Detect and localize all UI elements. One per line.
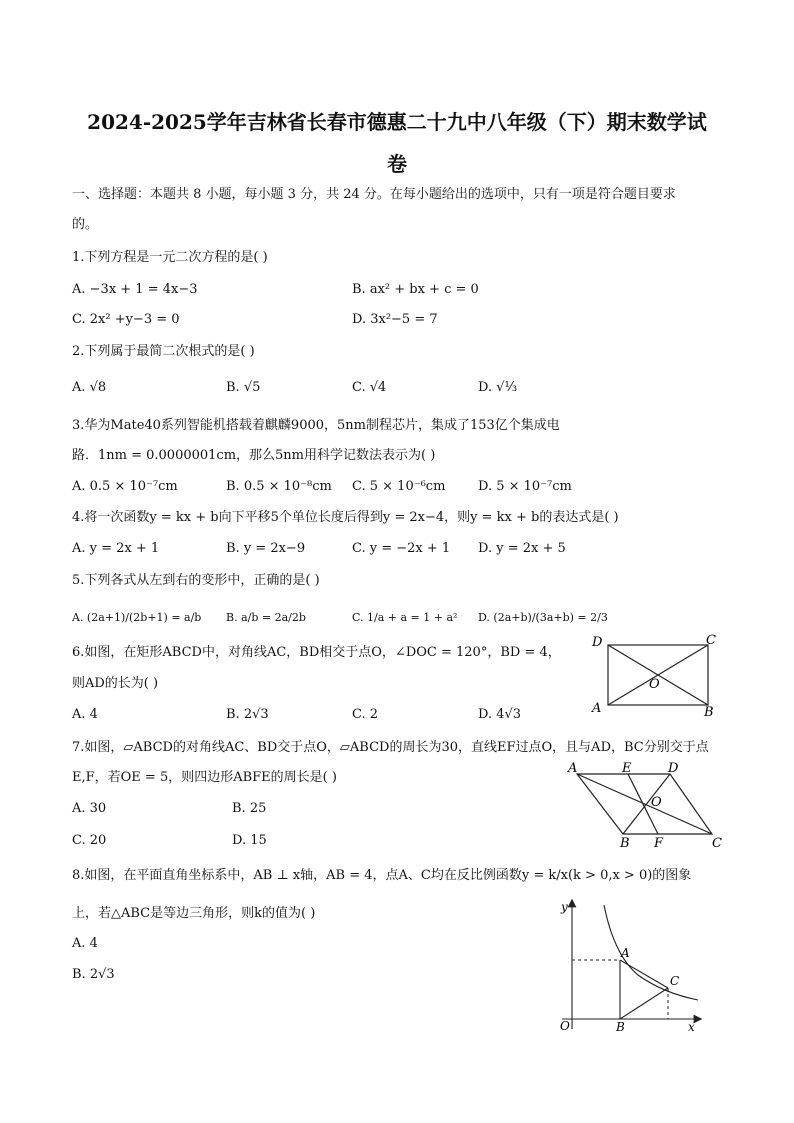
q6-option-a: A. 4: [72, 707, 98, 722]
label-x: x: [688, 1020, 695, 1034]
q5-option-a: A. (2a+1)/(2b+1) = a/b: [72, 611, 202, 624]
q1-option-b: B. ax² + bx + c = 0: [352, 282, 479, 297]
q3-stem-line1: 3.华为Mate40系列智能机搭载着麒麟9000，5nm制程芯片，集成了153亿个集成电: [72, 418, 560, 433]
q4-stem: 4.将一次函数y = kx + b向下平移5个单位长度后得到y = 2x−4，则y = kx + b的表达式是( ): [72, 510, 619, 525]
q7-stem-line1: 7.如图，▱ABCD的对角线AC、BD交于点O，▱ABCD的周长为30，直线EF过点O，且与AD，BC分别交于点: [72, 740, 709, 755]
q6-stem-line1: 6.如图，在矩形ABCD中，对角线AC，BD相交于点O，∠DOC = 120°，BD = 4，: [72, 645, 561, 660]
label-a: A: [592, 701, 602, 716]
q5-stem: 5.下列各式从左到右的变形中，正确的是( ): [72, 573, 320, 588]
diagonal-ac: [577, 774, 712, 834]
q3-option-c: C. 5 × 10⁻⁶cm: [352, 479, 446, 494]
label-e: E: [622, 761, 632, 776]
page-title-continued: 卷: [387, 152, 407, 176]
q4-option-a: A. y = 2x + 1: [72, 541, 160, 556]
label-b: B: [620, 836, 630, 850]
q6-option-b: B. 2√3: [226, 707, 269, 722]
q2-option-a: A. √8: [72, 380, 107, 395]
q2-option-b: B. √5: [226, 380, 261, 395]
q2-stem: 2.下列属于最简二次根式的是( ): [72, 344, 255, 359]
label-d: D: [592, 635, 603, 650]
q3-option-d: D. 5 × 10⁻⁷cm: [478, 479, 572, 494]
q6-stem-line2: 则AD的长为( ): [72, 676, 159, 691]
diagonal-bd: [623, 774, 670, 834]
q8-coordinate-figure: [548, 895, 708, 1035]
page-title: 2024-2025学年吉林省长春市德惠二十九中八年级（下）期末数学试: [87, 110, 707, 134]
q7-option-c: C. 20: [72, 833, 107, 848]
segment-bc: [620, 988, 668, 1019]
q6-option-d: D. 4√3: [478, 707, 522, 722]
q4-option-c: C. y = −2x + 1: [352, 541, 451, 556]
q8-stem-line2: 上，若△ABC是等边三角形，则k的值为( ): [72, 906, 316, 921]
q1-option-a: A. −3x + 1 = 4x−3: [72, 282, 198, 297]
q3-option-a: A. 0.5 × 10⁻⁷cm: [72, 479, 178, 494]
hyperbola-curve: [604, 905, 698, 1000]
q4-option-d: D. y = 2x + 5: [478, 541, 566, 556]
q7-option-a: A. 30: [72, 801, 107, 816]
q6-option-c: C. 2: [352, 707, 379, 722]
q7-option-d: D. 15: [232, 833, 267, 848]
q6-rectangle-figure: [588, 630, 723, 720]
q5-option-b: B. a/b = 2a/2b: [226, 611, 306, 624]
q5-option-c: C. 1/a + a = 1 + a²: [352, 611, 458, 624]
label-d: D: [668, 761, 679, 776]
q7-option-b: B. 25: [232, 801, 267, 816]
q2-option-c: C. √4: [352, 380, 387, 395]
q1-stem: 1.下列方程是一元二次方程的是( ): [72, 250, 268, 265]
label-b: B: [704, 705, 714, 720]
label-origin: O: [560, 1019, 570, 1033]
label-f: F: [654, 836, 664, 850]
q1-option-d: D. 3x²−5 = 7: [352, 312, 438, 327]
label-o: O: [651, 795, 662, 810]
q7-stem-line2: E,F，若OE = 5，则四边形ABFE的周长是( ): [72, 770, 337, 785]
q3-option-b: B. 0.5 × 10⁻⁸cm: [226, 479, 332, 494]
q8-option-a: A. 4: [72, 936, 98, 951]
label-c: C: [670, 974, 680, 988]
label-c: C: [712, 836, 722, 850]
label-a: A: [568, 761, 578, 776]
q5-option-d: D. (2a+b)/(3a+b) = 2/3: [478, 611, 608, 624]
segment-ac: [620, 960, 668, 988]
label-o: O: [649, 677, 660, 692]
q7-parallelogram-figure: [562, 758, 732, 850]
q1-option-c: C. 2x² +y−3 = 0: [72, 312, 180, 327]
q8-stem-line1: 8.如图，在平面直角坐标系中，AB ⊥ x轴，AB = 4，点A、C均在反比例函数y = k/x(k > 0,x > 0)的图象: [72, 868, 692, 883]
section-header-continued: 的。: [72, 217, 99, 232]
label-b: B: [616, 1020, 625, 1034]
section-header: 一、选择题：本题共 8 小题，每小题 3 分，共 24 分。在每小题给出的选项中，只有一项是符合题目要求: [72, 187, 676, 202]
q8-option-b: B. 2√3: [72, 967, 115, 982]
label-c: C: [706, 633, 716, 648]
q4-option-b: B. y = 2x−9: [226, 541, 306, 556]
label-a: A: [621, 946, 630, 960]
label-y: y: [561, 900, 568, 914]
q3-stem-line2: 路．1nm = 0.0000001cm，那么5nm用科学记数法表示为( ): [72, 448, 436, 463]
q2-option-d: D. √⅓: [478, 380, 518, 395]
